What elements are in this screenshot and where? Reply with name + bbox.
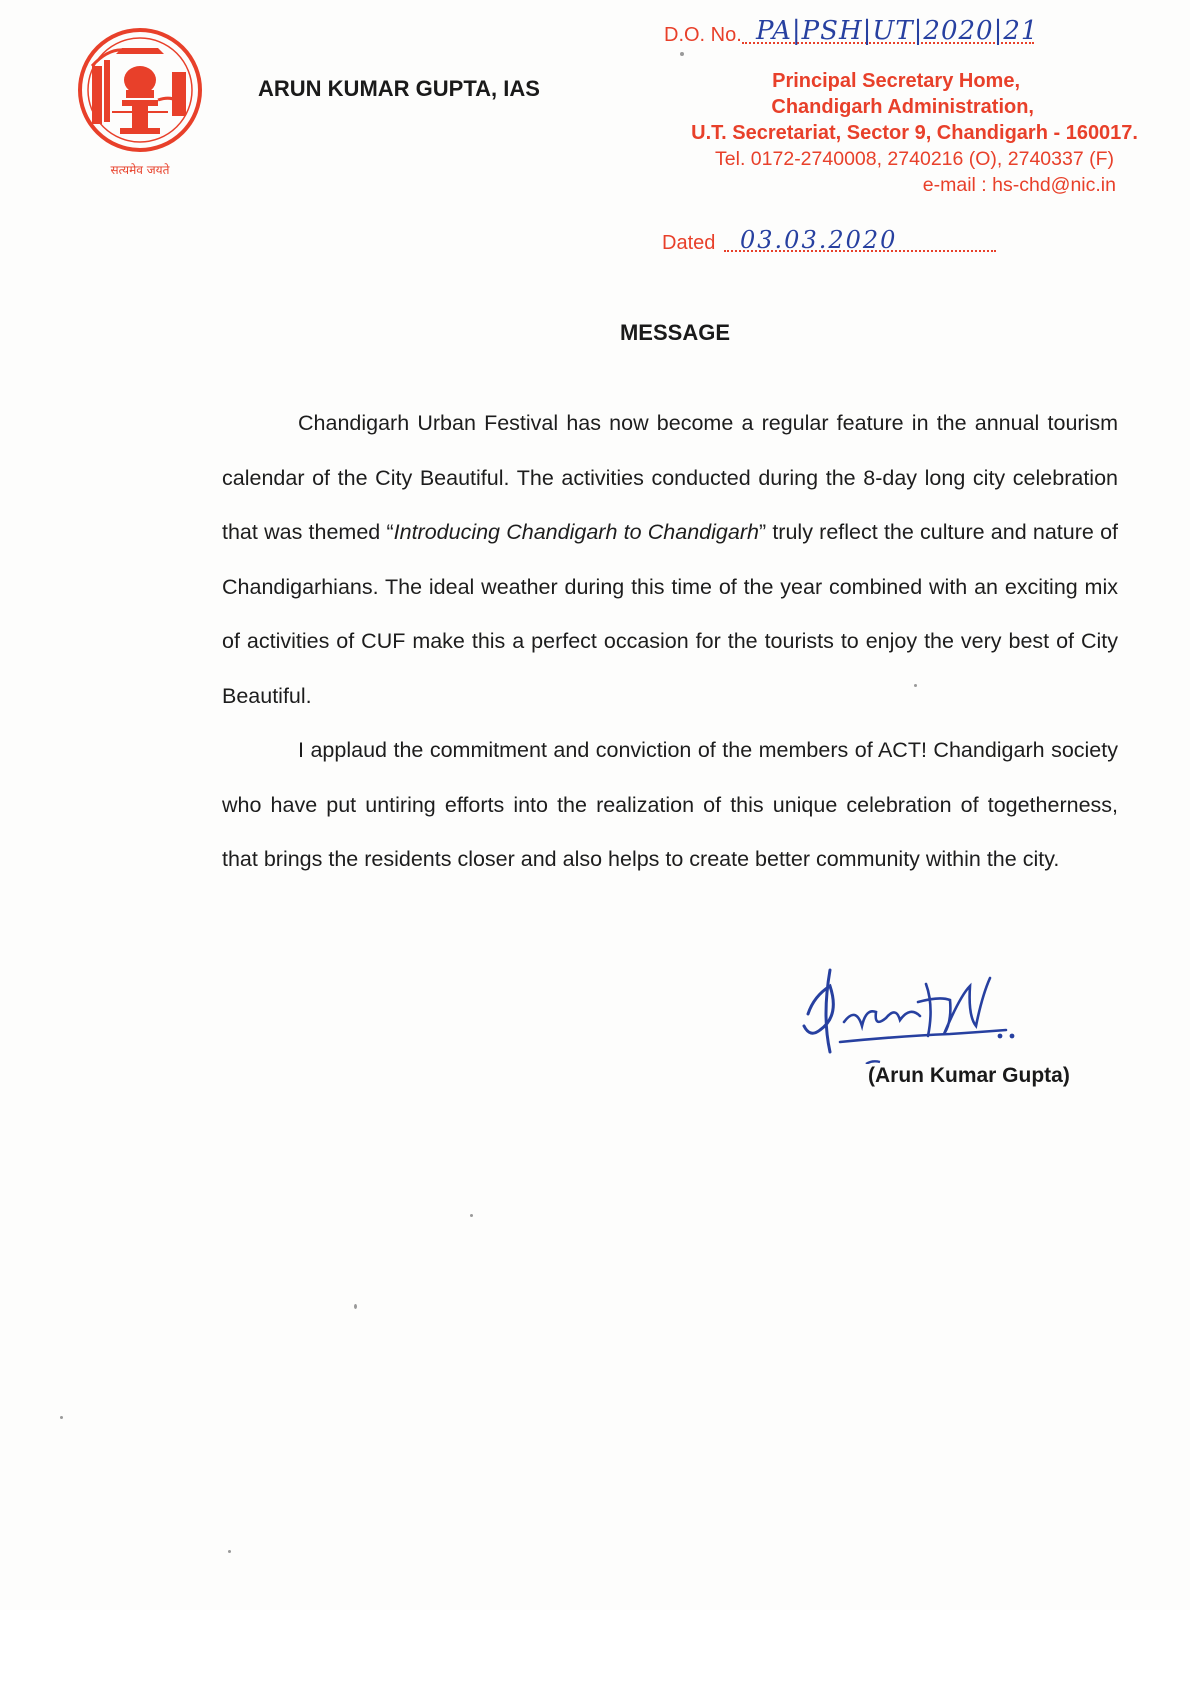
svg-text:सत्यमेव जयते: सत्यमेव जयते [110, 163, 170, 177]
dated-field [662, 226, 996, 256]
do-number-handwritten: PA|PSH|UT|2020|21 [756, 16, 1039, 46]
dated-label: Dated [662, 232, 716, 254]
office-address-block [691, 68, 1138, 198]
paragraph-1-text-start: Chandigarh Urban Festival has now become a regular feature in the annual tourism calendar of the City Beautiful. The activities conducted during the 8-day long city celebration that was themed “ [222, 411, 1118, 544]
scan-speck [914, 684, 917, 687]
office-telephone: Tel. 0172-2740008, 2740216 (O), 2740337 (F) [715, 148, 1114, 170]
scan-speck [354, 1304, 357, 1309]
national-emblem-logo [72, 24, 210, 200]
officer-name: ARUN KUMAR GUPTA, IAS [258, 76, 540, 101]
dated-handwritten: 03.03.2020 [740, 226, 898, 254]
office-administration: Chandigarh Administration, [771, 96, 1034, 118]
do-number-field [664, 16, 1039, 48]
signatory-name: (Arun Kumar Gupta) [868, 1064, 1070, 1087]
scan-speck [680, 52, 684, 56]
message-body [222, 396, 1118, 887]
office-designation: Principal Secretary Home, [772, 70, 1020, 92]
message-heading: MESSAGE [619, 320, 731, 345]
scan-speck [60, 1416, 63, 1419]
festival-theme: Introducing Chandigarh to Chandigarh [393, 520, 759, 544]
message-paragraph-1 [222, 396, 1118, 723]
message-paragraph-2: I applaud the commitment and conviction of the members of ACT! Chandigarh society who have put untiring efforts into the realization of this unique celebration of togetherness, that brings the residents closer and also helps to create better community within the city. [222, 738, 1118, 871]
office-address: U.T. Secretariat, Sector 9, Chandigarh - 160017. [691, 122, 1138, 144]
handwritten-signature [800, 956, 1060, 1064]
scan-speck [228, 1550, 231, 1553]
office-email: e-mail : hs-chd@nic.in [922, 174, 1116, 196]
do-number-label: D.O. No. [664, 24, 742, 46]
paragraph-1-text-end: ” truly reflect the culture and nature of Chandigarhians. The ideal weather during this time of the year combined with an exciting mix of activities of CUF make this a perfect occasion for the tourists to enjoy the very best of City Beautiful. [222, 520, 1119, 708]
emblem-motto [111, 163, 171, 177]
scan-speck [470, 1214, 473, 1217]
